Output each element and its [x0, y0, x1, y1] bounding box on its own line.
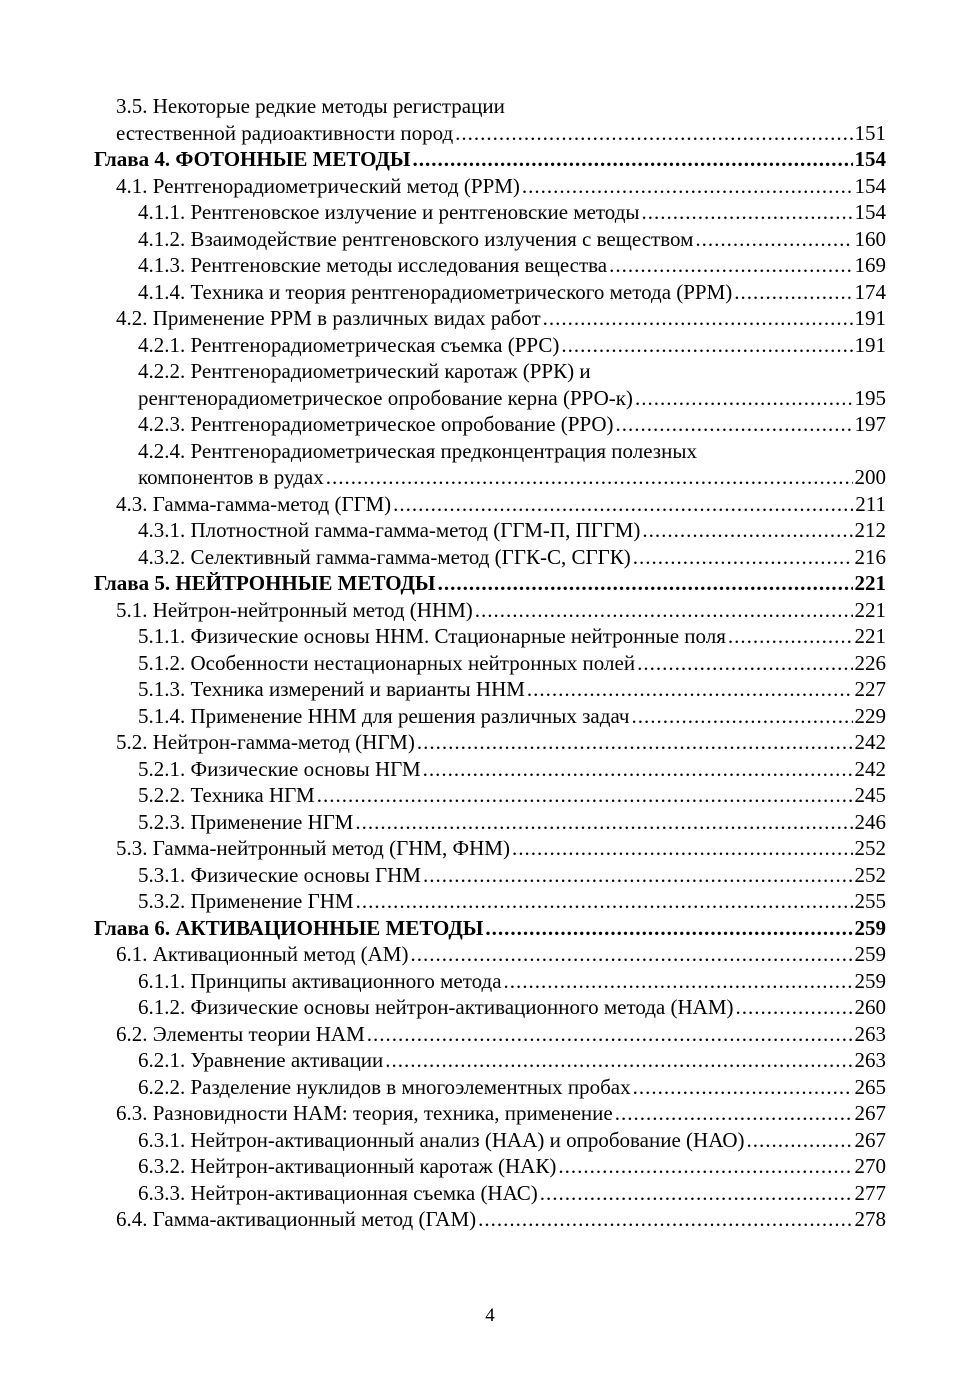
toc-dot-leader — [616, 411, 853, 438]
toc-entry — [94, 1180, 886, 1207]
toc-entry-title: 6.2.2. Разделение нуклидов в многоэлементных пробах — [138, 1074, 631, 1099]
toc-entry-page: 242 — [854, 730, 886, 754]
toc-entry-title: 6.1.2. Физические основы нейтрон-активационного метода (НАМ) — [138, 995, 734, 1019]
toc-entry — [94, 93, 886, 120]
toc-entry — [94, 385, 886, 412]
toc-entry — [94, 782, 886, 809]
toc-entry-page: 151 — [854, 120, 886, 145]
toc-entry — [94, 226, 886, 253]
toc-entry — [94, 252, 886, 279]
toc-entry-title: Глава 6. АКТИВАЦИОННЫЕ МЕТОДЫ — [94, 915, 484, 940]
toc-dot-leader — [728, 623, 853, 650]
toc-dot-leader — [642, 199, 853, 226]
toc-entry-page: 191 — [854, 332, 886, 357]
toc-entry-title: 6.1.1. Принципы активационного метода — [138, 968, 502, 993]
toc-entry — [94, 438, 886, 465]
toc-entry-page: 216 — [854, 544, 886, 569]
toc-entry — [94, 544, 886, 571]
toc-entry-title: 4.1.2. Взаимодействие рентгеновского излучения с веществом — [138, 226, 694, 251]
toc-entry-page: 252 — [854, 836, 886, 860]
toc-dot-leader — [736, 994, 853, 1021]
toc-entry-page: 221 — [854, 624, 886, 648]
toc-entry — [94, 358, 886, 385]
toc-entry-title: 5.1.1. Физические основы ННМ. Стационарные нейтронные поля — [138, 624, 726, 648]
toc-dot-leader — [561, 332, 852, 359]
toc-entry — [94, 517, 886, 544]
toc-entry-page: 191 — [854, 306, 886, 330]
toc-entry-page: 227 — [854, 677, 886, 701]
toc-entry — [94, 597, 886, 624]
toc-entry-page: 265 — [854, 1074, 886, 1099]
toc-entry-title: 6.2.1. Уравнение активации — [138, 1048, 384, 1072]
toc-entry-title: 6.3.2. Нейтрон-активационный каротаж (НАК) — [138, 1154, 557, 1178]
toc-dot-leader — [393, 491, 853, 518]
toc-entry-title: Глава 5. НЕЙТРОННЫЕ МЕТОДЫ — [94, 571, 436, 595]
toc-entry-page: 200 — [854, 465, 886, 489]
toc-entry-title: 4.2.2. Рентгенорадиометрический каротаж (РРК) и — [138, 359, 591, 383]
toc-dot-leader — [417, 729, 853, 756]
toc-entry — [94, 994, 886, 1021]
toc-entry-page: 221 — [854, 597, 886, 622]
toc-dot-leader — [522, 173, 853, 200]
page-number: 4 — [485, 1305, 495, 1326]
toc-dot-leader — [635, 385, 853, 412]
toc-entry-page: 255 — [854, 889, 886, 913]
toc-entry-title: 5.2.3. Применение НГМ — [138, 809, 354, 834]
toc-entry-page: 263 — [854, 1021, 886, 1046]
toc-entry — [94, 173, 886, 200]
toc-entry-title: 4.2.4. Рентгенорадиометрическая предконцентрация полезных — [138, 438, 697, 463]
toc-dot-leader — [637, 650, 852, 677]
toc-entry — [94, 1153, 886, 1180]
toc-entry — [94, 411, 886, 438]
toc-dot-leader — [355, 809, 852, 836]
toc-dot-leader — [609, 252, 852, 279]
toc-entry-page: 211 — [855, 491, 886, 516]
toc-entry — [94, 703, 886, 730]
toc-dot-leader — [438, 570, 853, 597]
toc-dot-leader — [367, 1021, 853, 1048]
toc-entry-page: 226 — [854, 650, 886, 675]
toc-entry — [94, 809, 886, 836]
toc-entry-title: 4.3.2. Селективный гамма-гамма-метод (ГГК-С, СГГК) — [138, 544, 631, 569]
toc-entry — [94, 279, 886, 306]
toc-dot-leader — [734, 279, 852, 306]
toc-dot-leader — [512, 835, 853, 862]
toc-entry-title: 4.2. Применение РРМ в различных видах работ — [116, 306, 541, 330]
toc-entry-page: 263 — [854, 1048, 886, 1072]
toc-chapter-entry — [94, 915, 886, 942]
toc-entry-page: 169 — [854, 253, 886, 277]
toc-entry — [94, 968, 886, 995]
toc-dot-leader — [558, 1153, 852, 1180]
toc-entry-title: 4.1.1. Рентгеновское излучение и рентгеновские методы — [138, 200, 640, 224]
toc-entry — [94, 756, 886, 783]
toc-entry — [94, 305, 886, 332]
toc-entry-page: 267 — [854, 1101, 886, 1125]
toc-entry-page: 197 — [854, 412, 886, 436]
toc-entry — [94, 1127, 886, 1154]
toc-entry-page: 174 — [854, 279, 886, 304]
toc-dot-leader — [631, 703, 852, 730]
toc-entry-title: 4.2.1. Рентгенорадиометрическая съемка (РРС) — [138, 332, 560, 357]
toc-entry-title: 5.3.1. Физические основы ГНМ — [138, 862, 421, 887]
toc-dot-leader — [356, 888, 853, 915]
toc-entry — [94, 888, 886, 915]
toc-dot-leader — [423, 862, 853, 889]
toc-entry-title: 5.2.2. Техника НГМ — [138, 783, 315, 807]
toc-chapter-entry — [94, 146, 886, 173]
toc-entry — [94, 941, 886, 968]
toc-entry-title: Глава 4. ФОТОННЫЕ МЕТОДЫ — [94, 147, 411, 171]
toc-entry-page: 260 — [854, 995, 886, 1019]
toc-entry-title: 4.3.1. Плотностной гамма-гамма-метод (ГГМ-П, ПГГМ) — [138, 518, 641, 542]
toc-entry-page: 259 — [854, 942, 886, 966]
toc-entry-title: 6.3. Разновидности НАМ: теория, техника, применение — [116, 1101, 613, 1125]
toc-dot-leader — [633, 544, 853, 571]
toc-entry-title: 4.1.3. Рентгеновские методы исследования вещества — [138, 253, 608, 277]
toc-entry — [94, 1100, 886, 1127]
toc-entry-title: 4.3. Гамма-гамма-метод (ГГМ) — [116, 491, 392, 516]
toc-entry-title: 6.1. Активационный метод (АМ) — [116, 942, 409, 966]
toc-entry-title: 3.5. Некоторые редкие методы регистрации — [116, 94, 505, 118]
toc-entry-title: 4.1.4. Техника и теория рентгенорадиометрического метода (РРМ) — [138, 279, 733, 304]
toc-entry-title: 5.1.4. Применение ННМ для решения различных задач — [138, 703, 630, 728]
toc-entry-title: 6.2. Элементы теории НАМ — [116, 1021, 365, 1046]
toc-entry-page: 229 — [854, 703, 886, 728]
toc-entry-page: 154 — [854, 200, 886, 224]
toc-chapter-entry — [94, 570, 886, 597]
toc-entry — [94, 862, 886, 889]
toc-entry — [94, 1074, 886, 1101]
toc-entry-title: 5.3.2. Применение ГНМ — [138, 889, 354, 913]
toc-entry-page: 267 — [854, 1127, 886, 1152]
toc-entry-title: 5.2.1. Физические основы НГМ — [138, 756, 421, 781]
toc-entry — [94, 1206, 886, 1233]
toc-dot-leader — [326, 464, 853, 491]
toc-dot-leader — [455, 120, 852, 147]
toc-entry — [94, 1021, 886, 1048]
toc-entry-title: компонентов в рудах — [138, 465, 324, 489]
toc-entry — [94, 120, 886, 147]
toc-dot-leader — [485, 915, 852, 942]
toc-entry — [94, 835, 886, 862]
toc-entry-page: 212 — [854, 518, 886, 542]
toc-entry — [94, 491, 886, 518]
toc-entry-page: 160 — [854, 226, 886, 251]
toc-entry-title: 4.2.3. Рентгенорадиометрическое опробование (РРО) — [138, 412, 614, 436]
toc-dot-leader — [478, 1206, 852, 1233]
toc-entry-title: 5.2. Нейтрон-гамма-метод (НГМ) — [116, 730, 415, 754]
toc-dot-leader — [633, 1074, 853, 1101]
toc-dot-leader — [527, 676, 853, 703]
toc-dot-leader — [413, 146, 853, 173]
toc-entry — [94, 199, 886, 226]
toc-entry-page: 154 — [854, 147, 886, 171]
toc-entry-page: 221 — [854, 571, 886, 595]
toc-entry — [94, 1047, 886, 1074]
toc-dot-leader — [385, 1047, 852, 1074]
toc-entry-page: 252 — [854, 862, 886, 887]
toc-entry-title: 5.1.3. Техника измерений и варианты ННМ — [138, 677, 525, 701]
toc-dot-leader — [642, 517, 852, 544]
toc-entry-title: 5.3. Гамма-нейтронный метод (ГНМ, ФНМ) — [116, 836, 510, 860]
toc-entry-title: ренгтенорадиометрическое опробование керна (РРО-к) — [138, 385, 633, 410]
toc-entry-title: 6.3.1. Нейтрон-активационный анализ (НАА) и опробование (НАО) — [138, 1127, 745, 1152]
toc-entry-page: 195 — [854, 385, 886, 410]
toc-entry — [94, 729, 886, 756]
toc-entry — [94, 676, 886, 703]
toc-entry-title: естественной радиоактивности пород — [116, 120, 454, 145]
toc-entry — [94, 650, 886, 677]
toc-dot-leader — [615, 1100, 853, 1127]
toc-entry — [94, 623, 886, 650]
toc-dot-leader — [410, 941, 852, 968]
toc-entry-page: 259 — [854, 915, 886, 940]
table-of-contents — [94, 93, 886, 1233]
toc-dot-leader — [423, 756, 853, 783]
toc-dot-leader — [746, 1127, 852, 1154]
toc-dot-leader — [317, 782, 853, 809]
toc-entry-page: 277 — [854, 1180, 886, 1205]
toc-dot-leader — [475, 597, 853, 624]
toc-dot-leader — [504, 968, 853, 995]
toc-dot-leader — [540, 1180, 853, 1207]
toc-entry — [94, 464, 886, 491]
toc-entry — [94, 332, 886, 359]
toc-entry-title: 6.3.3. Нейтрон-активационная съемка (НАС) — [138, 1180, 538, 1205]
toc-entry-page: 242 — [854, 756, 886, 781]
toc-entry-page: 245 — [854, 783, 886, 807]
toc-entry-title: 5.1.2. Особенности нестационарных нейтронных полей — [138, 650, 636, 675]
toc-entry-title: 5.1. Нейтрон-нейтронный метод (ННМ) — [116, 597, 473, 622]
toc-entry-page: 259 — [854, 968, 886, 993]
toc-dot-leader — [543, 305, 853, 332]
toc-entry-page: 278 — [854, 1207, 886, 1231]
toc-entry-page: 246 — [854, 809, 886, 834]
toc-entry-page: 270 — [854, 1154, 886, 1178]
toc-entry-title: 6.4. Гамма-активационный метод (ГАМ) — [116, 1207, 477, 1231]
toc-entry-title: 4.1. Рентгенорадиометрический метод (РРМ) — [116, 173, 520, 198]
toc-dot-leader — [695, 226, 852, 253]
toc-entry-page: 154 — [854, 173, 886, 198]
